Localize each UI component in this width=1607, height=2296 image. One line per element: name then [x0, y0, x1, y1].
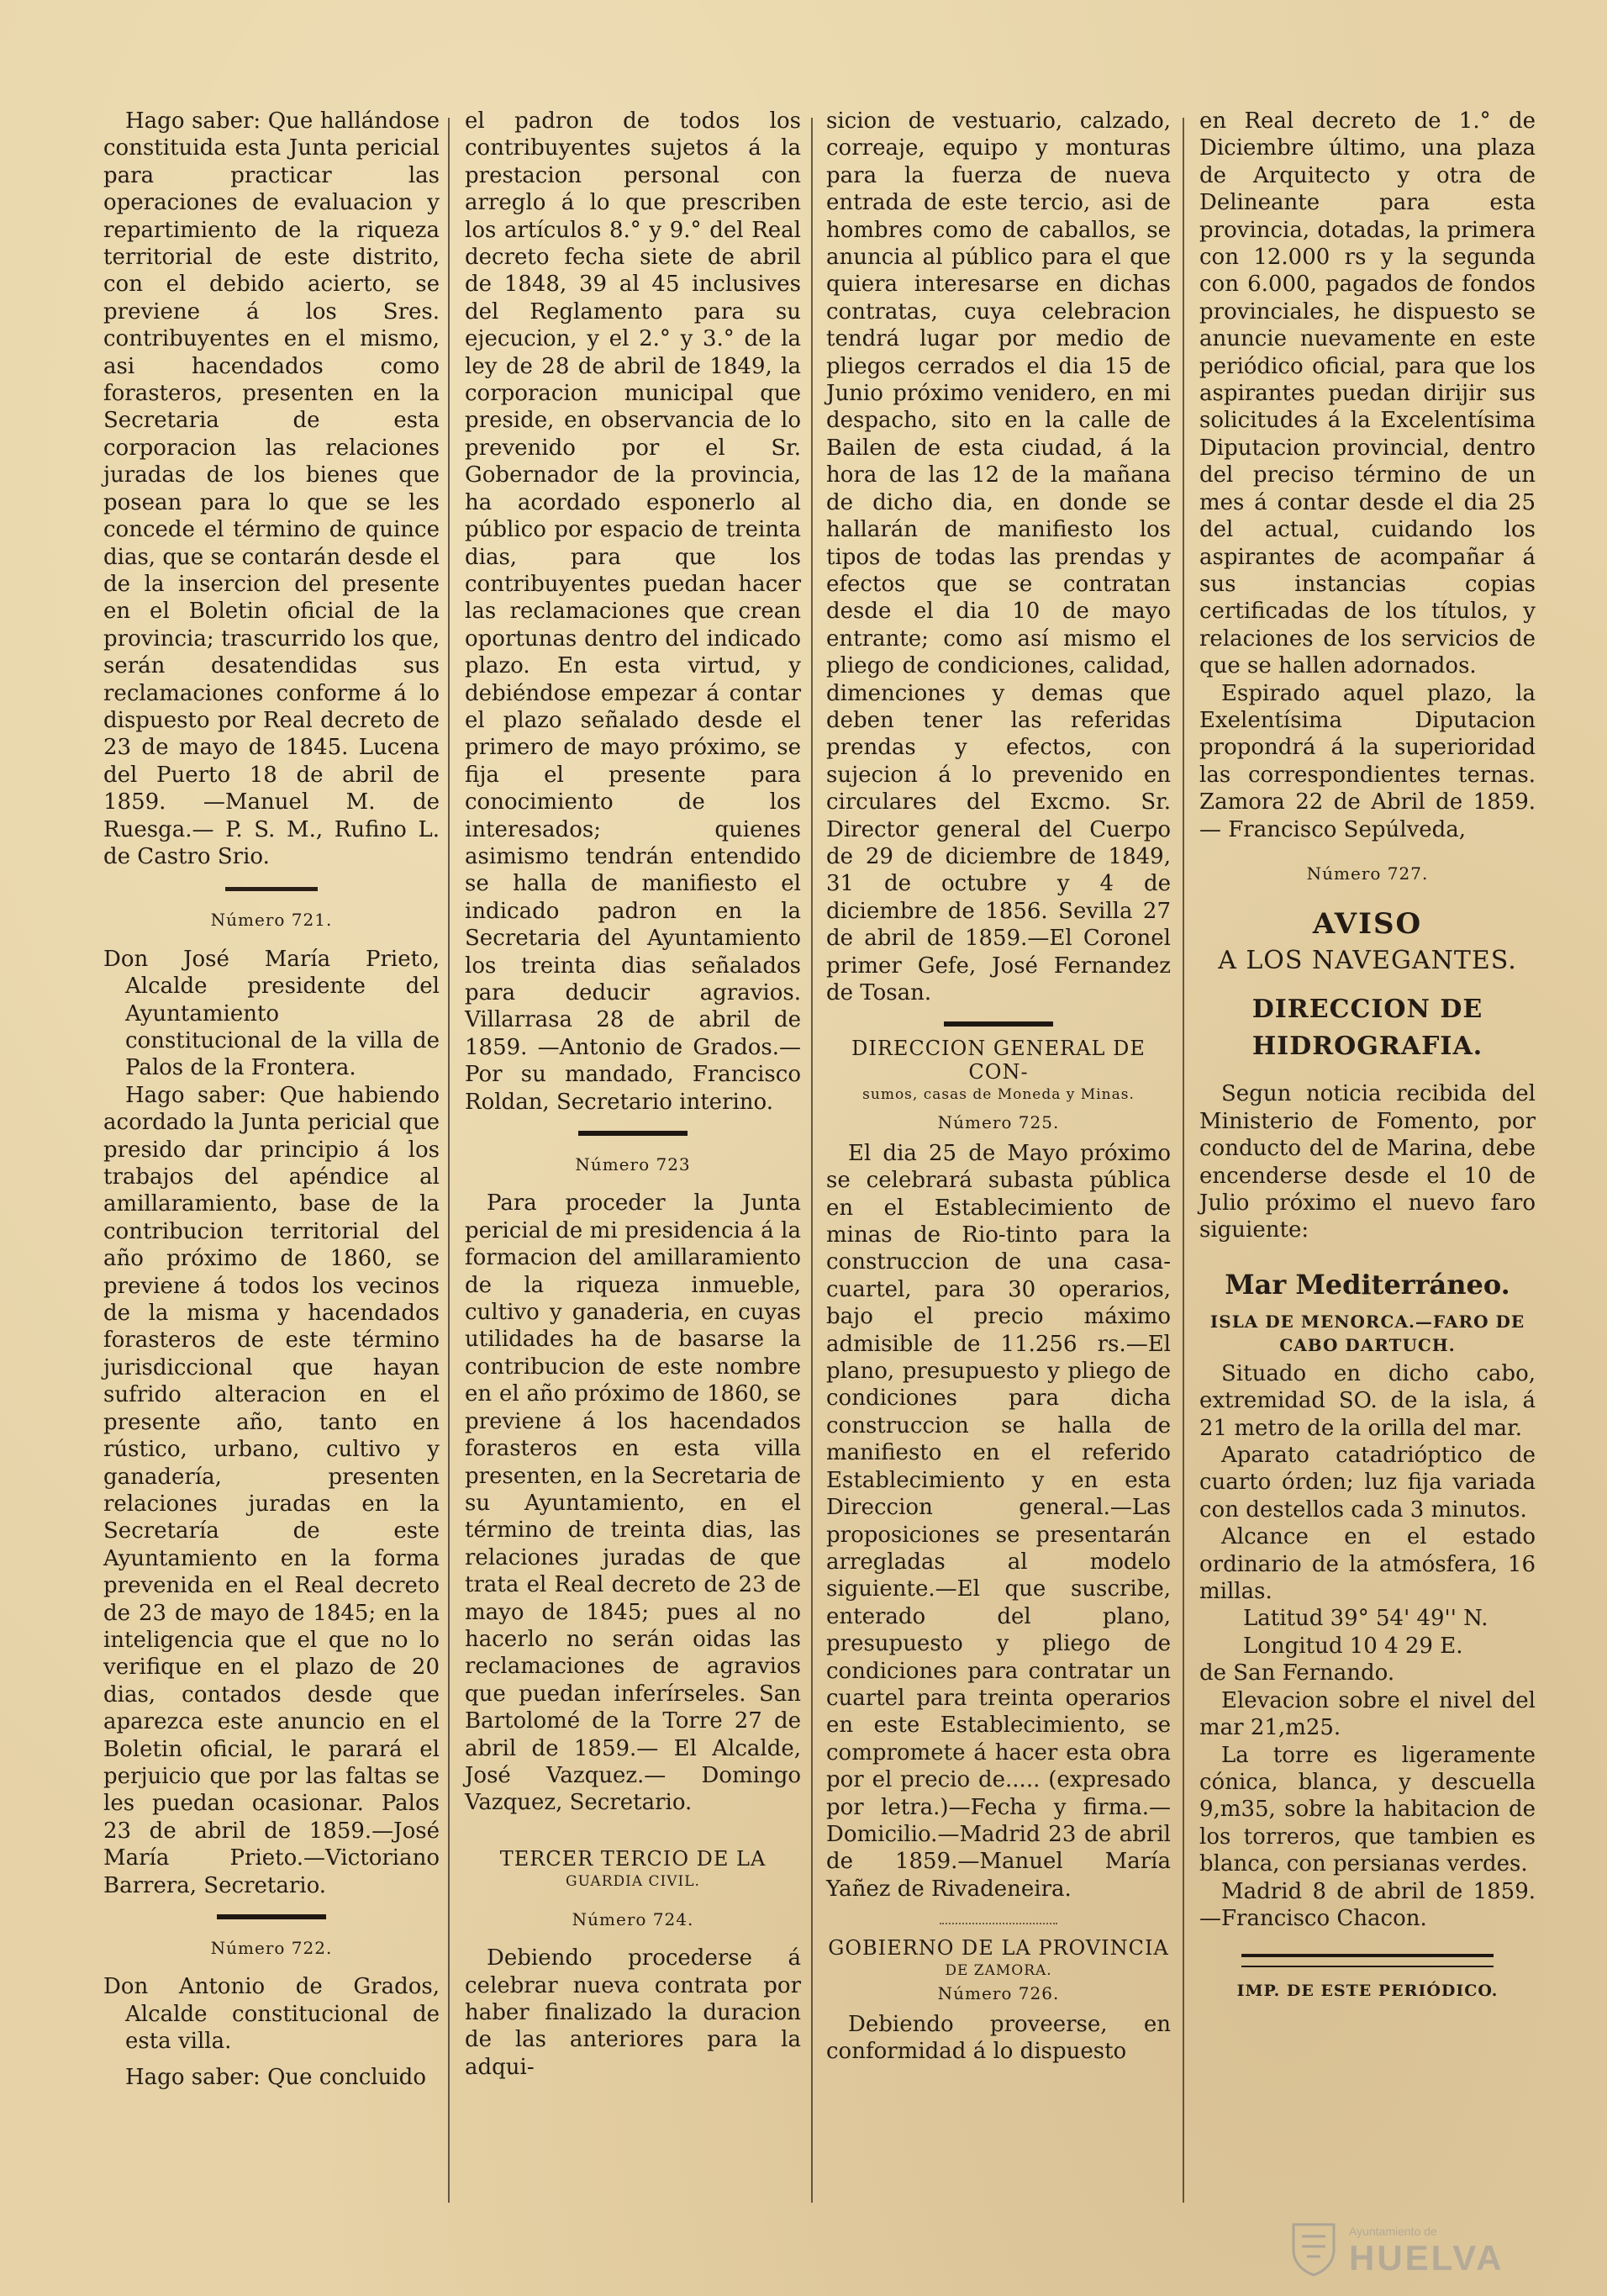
faro-intro: Segun noticia recibida del Ministerio de Fomento, por conducto del de Marina, debe encenderse desde el 10 de Julio próximo el nuevo faro siguiente:	[1199, 1081, 1536, 1243]
separator	[217, 1914, 326, 1919]
column-1	[103, 108, 440, 2091]
zamora-notice-cont: en Real decreto de 1.° de Diciembre último, una plaza de Arquitecto y otra de Delineante para esta provincia, dotadas, la primera con 12.000 rs y la segunda con 6.000, pagados de fondos provinciales, he dispuesto se anuncie nuevamente en este periódico oficial, para que los aspirantes puedan dirijir sus solicitudes á la Excelentísima Diputacion provincial, dentro del preciso término de un mes á contar desde el dia 25 del actual, cuidando los aspirantes de acompañar á sus instancias copias certificadas de los títulos, y relaciones de los servicios de que se hallen adornados.	[1199, 108, 1536, 679]
faro-elevation: Elevacion sobre el nivel del mar 21,m25.	[1199, 1687, 1536, 1741]
watermark-small-text: Ayuntamiento de	[1349, 2225, 1437, 2238]
sea-heading: Mar Mediterráneo.	[1225, 1268, 1510, 1301]
hidrografia-heading: DIRECCION DE HIDROGRAFIA.	[1251, 995, 1483, 1062]
villarrasa-notice: el padron de todos los contribuyentes sujetos á la prestacion personal con arreglo á lo que prescriben los artículos 8.° y 9.° del Real decreto fecha siete de abril de 1848, 39 al 45 inclusives del Reglamento para su ejecucion, y el 2.° y 3.° de la ley de 28 de abril de 1849, la corporacion municipal que preside, en observancia de lo prevenido por el Sr. Gobernador de la provincia, ha acordado esponerlo al público por espacio de treinta dias, para que los contribuyentes puedan hacer las reclamaciones que crean oportunas dentro del indicado plazo. En esta virtud, y debiéndose empezar á contar el plazo señalado desde el primero de mayo próximo, se fija el presente para conocimiento de los interesados; quienes asimismo tendrán entendido se halla de manifiesto el indicado padron en la Secretaria del Ayuntamiento los treinta dias señalados para deducir agravios. Villarrasa 28 de abril de 1859. —Antonio de Grados.—Por su mandado, Francisco Roldan, Secretario interino.	[465, 108, 801, 1115]
faro-latitude: Latitud 39° 54' 49'' N.	[1243, 1606, 1488, 1632]
gobierno-zamora-heading: GOBIERNO DE LA PROVINCIA	[828, 1936, 1169, 1961]
rio-tinto-notice: El dia 25 de Mayo próximo se celebrará subasta pública en el Establecimiento de minas de Rio-tinto para la construccion de una casa-cuartel, para 30 operarios, bajo el precio máximo admisible de 11.256 rs.—El plano, presupuesto y pliego de condiciones para dicha construccion se halla de manifiesto en el referido Establecimiento y en esta Direccion general.—Las proposiciones se presentarán arregladas al modelo siguiente.—El que suscribe, enterado del plano, presupuesto y pliego de condiciones para contratar un cuartel para treinta operarios en este Establecimiento, se compromete á hacer esta obra por el precio de..... (expresado por letra.)—Fecha y firma.—Domicilio.—Madrid 23 de abril de 1859.—Manuel María Yañez de Rivadeneira.	[826, 1140, 1171, 1902]
number-725: Número 725.	[937, 1112, 1060, 1133]
faro-longitude-ref: de San Fernando.	[1199, 1660, 1395, 1686]
guardia-civil-heading: TERCER TERCIO DE LA	[499, 1846, 767, 1871]
column-3	[826, 108, 1171, 2065]
number-722: Número 722.	[210, 1938, 333, 1958]
palos-notice: Hago saber: Que habiendo acordado la Junta pericial que presido dar principio á los trabajos del apéndice al amillaramiento, base de la contribucion territorial del año próximo de 1860, se previene á todos los vecinos de la misma y hacendados forasteros de este término jurisdiccional que hayan sufrido alteracion en el presente año, tanto en rústico, urbano, cultivo y ganadería, presenten relaciones juradas en la Secretaría de este Ayuntamiento en la forma prevenida en el Real decreto de 23 de mayo de 1845; en la inteligencia que el que no lo verifique en el plazo de 20 dias, contados desde que aparezca este anuncio en el Boletin oficial, le parará el perjuicio que por las faltas se les puedan ocasionar. Palos 23 de abril de 1859.—José María Prieto.—Victoriano Barrera, Secretario.	[103, 1082, 440, 1898]
direccion-consumos-subheading: sumos, casas de Moneda y Minas.	[862, 1086, 1135, 1104]
column-2	[465, 108, 801, 2081]
guardia-civil-notice-start: Debiendo procederse á celebrar nueva contrata por haber finalizado la duracion de las anteriores para la adqui-	[465, 1945, 801, 2080]
isla-heading: ISLA DE MENORCA.—FARO DE CABO DARTUCH.	[1209, 1311, 1525, 1355]
faro-apparatus: Aparato catadrióptico de cuarto órden; luz fija variada con destellos cada 3 minutos.	[1199, 1443, 1536, 1523]
shield-icon	[1290, 2221, 1337, 2277]
number-727: Número 727.	[1306, 863, 1429, 884]
separator	[225, 887, 318, 891]
number-724: Número 724.	[572, 1908, 694, 1929]
separator	[578, 1131, 688, 1136]
column-4	[1199, 108, 1536, 2005]
archive-watermark	[1273, 2216, 1593, 2283]
faro-location: Situado en dicho cabo, extremidad SO. de la isla, á 21 metro de la orilla del mar.	[1199, 1360, 1536, 1441]
guardia-civil-notice-cont: sicion de vestuario, calzado, correaje, equipo y monturas para la fuerza de nueva entrada de este tercio, asi de hombres como de caballos, se anuncia al público para el que quiera interesarse en dichas contratas, cuya celebracion tendrá lugar por medio de pliegos cerrados el dia 15 de Junio próximo venidero, en mi despacho, sito en la calle de Bailen de esta ciudad, á la hora de las 12 de la mañana de dicho dia, en donde se hallarán de manifiesto los tipos de todas las prendas y efectos que se contratan desde el dia 10 de mayo entrante; como así mismo el pliego de condiciones, calidad, dimenciones y demas que deben tener las referidas prendas y efectos, con sujecion á lo prevenido en circulares del Excmo. Sr. Director general del Cuerpo de 29 de diciembre de 1849, 31 de octubre y 4 de diciembre de 1856. Sevilla 27 de abril de 1859.—El Coronel primer Gefe, José Fernandez de Tosan.	[826, 108, 1171, 1005]
number-721: Número 721.	[210, 910, 333, 931]
separator	[944, 1021, 1053, 1027]
double-rule	[1241, 1954, 1494, 1967]
direccion-consumos-heading: DIRECCION GENERAL DE CON-	[851, 1037, 1146, 1085]
column-rule	[448, 118, 450, 2203]
watermark-big-text: HUELVA	[1349, 2238, 1504, 2278]
aviso-heading: AVISO	[1312, 907, 1423, 942]
faro-range: Alcance en el estado ordinario de la atmósfera, 16 millas.	[1199, 1524, 1536, 1605]
faro-signature: Madrid 8 de abril de 1859. —Francisco Chacon.	[1199, 1878, 1536, 1931]
separator	[940, 1923, 1057, 1924]
faro-tower: La torre es ligeramente cónica, blanca, y descuella 9,m35, sobre la habitacion de los torreros, que tambien es blanca, con persianas verdes.	[1199, 1742, 1536, 1877]
zamora-notice-end: Espirado aquel plazo, la Exelentísima Diputacion propondrá á la superioridad las correspondientes ternas. Zamora 22 de Abril de 1859.— Francisco Sepúlveda,	[1199, 680, 1536, 842]
grados-header: Don Antonio de Grados, Alcalde constitucional de esta villa.	[103, 1974, 440, 2055]
gobierno-zamora-subheading: DE ZAMORA.	[945, 1962, 1052, 1980]
imprint: IMP. DE ESTE PERIÓDICO.	[1236, 1982, 1499, 2001]
navegantes-heading: A LOS NAVEGANTES.	[1218, 946, 1517, 976]
lucena-notice: Hago saber: Que hallándose constituida esta Junta pericial para practicar las operaciones de evaluacion y repartimiento de la riqueza territorial de este distrito, con el debido acierto, se previene á los Sres. contribuyentes en el mismo, asi hacendados como forasteros, presenten en la Secretaria de esta corporacion las relaciones juradas de los bienes que posean para lo que se les concede el término de quince dias, que se contarán desde el de la insercion del presente en el Boletin oficial de la provincia; trascurrido los que, serán desatendidas sus reclamaciones conforme á lo dispuesto por Real decreto de 23 de mayo de 1845. Lucena del Puerto 18 de abril de 1859. —Manuel M. de Ruesga.— P. S. M., Rufino L. de Castro Srio.	[103, 108, 440, 869]
guardia-civil-subheading: GUARDIA CIVIL.	[566, 1872, 700, 1890]
column-rule	[811, 118, 813, 2203]
number-726: Número 726.	[937, 1983, 1060, 2004]
grados-notice-start: Hago saber: Que concluido	[125, 2064, 426, 2090]
faro-longitude: Longitud 10 4 29 E.	[1243, 1633, 1463, 1659]
san-bartolome-notice: Para proceder la Junta pericial de mi presidencia á la formacion del amillaramiento de la riqueza inmueble, cultivo y ganaderia, en cuyas utilidades ha de basarse la contribucion de este nombre en el año próximo de 1860, se previene á los hacendados forasteros en esta villa presenten, en la Secretaria de su Ayuntamiento, en el término de treinta dias, las relaciones juradas de que trata el Real decreto de 23 de mayo de 1845; pues al no hacerlo no serán oidas las reclamaciones de agravios que puedan inferírseles. San Bartolomé de la Torre 27 de abril de 1859.— El Alcalde, José Vazquez.— Domingo Vazquez, Secretario.	[465, 1190, 801, 1816]
zamora-notice-start: Debiendo proveerse, en conformidad á lo dispuesto	[826, 2011, 1171, 2064]
column-rule	[1183, 118, 1184, 2203]
number-723: Número 723	[575, 1154, 691, 1175]
palos-header: Don José María Prieto, Alcalde presidente del Ayuntamiento constitucional de la villa de Palos de la Frontera.	[103, 946, 440, 1081]
